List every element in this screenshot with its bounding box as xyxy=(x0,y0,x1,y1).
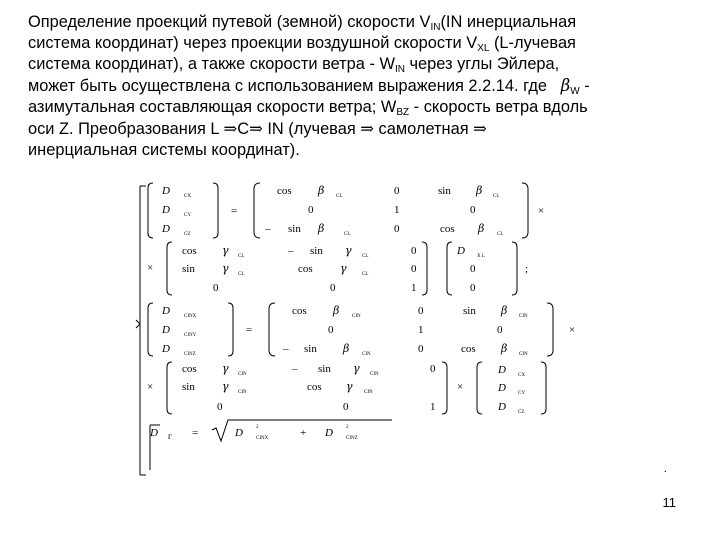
svg-text:CL: CL xyxy=(344,232,351,237)
svg-text:CIN: CIN xyxy=(238,372,247,377)
svg-text:1: 1 xyxy=(411,282,417,294)
svg-text:CIN: CIN xyxy=(519,314,528,319)
svg-text:sin: sin xyxy=(318,363,331,375)
rotation-matrix-beta-cin xyxy=(269,303,553,357)
rotation-matrix-gamma-cl xyxy=(167,242,427,295)
outer-brace-tip xyxy=(136,320,140,328)
lower-left-bracket xyxy=(150,425,160,470)
svg-text:–: – xyxy=(292,363,298,375)
svg-text:CY: CY xyxy=(184,213,191,218)
intro-line-1: Определение проекций путевой (земной) скорости $V_{IN}(IN$ инерциальная xyxy=(28,13,577,33)
svg-text:cos: cos xyxy=(277,185,292,197)
svg-text:CL: CL xyxy=(238,254,245,259)
svg-text:0: 0 xyxy=(411,263,417,275)
svg-text:sin: sin xyxy=(304,343,317,355)
svg-text:CINX: CINX xyxy=(256,436,269,441)
svg-text:2: 2 xyxy=(256,425,259,430)
times-sign: × xyxy=(457,381,464,393)
svg-text:CZ: CZ xyxy=(184,232,191,237)
svg-text:0: 0 xyxy=(418,343,424,355)
svg-text:β: β xyxy=(343,342,350,355)
semicolon: ; xyxy=(525,263,529,275)
svg-text:CL: CL xyxy=(238,272,245,277)
svg-text:γ: γ xyxy=(222,380,229,393)
svg-text:CINX: CINX xyxy=(184,314,197,319)
svg-text:β: β xyxy=(333,304,340,317)
svg-text:γ: γ xyxy=(222,244,229,257)
svg-text:X L: X L xyxy=(477,254,485,259)
svg-text:CL: CL xyxy=(362,254,369,259)
svg-text:β: β xyxy=(501,304,508,317)
svg-text:0: 0 xyxy=(394,223,400,235)
svg-text:0: 0 xyxy=(217,401,223,413)
svg-text:γ: γ xyxy=(346,380,353,393)
svg-text:CIN: CIN xyxy=(352,314,361,319)
times-sign: × xyxy=(147,262,154,274)
svg-text:0: 0 xyxy=(418,305,424,317)
svg-text:0: 0 xyxy=(470,204,476,216)
vector-dc-body xyxy=(477,362,546,415)
svg-text:β: β xyxy=(478,222,485,235)
svg-text:CIN: CIN xyxy=(238,390,247,395)
svg-text:β: β xyxy=(318,184,325,197)
svg-text:0: 0 xyxy=(328,324,334,336)
outer-border-line xyxy=(140,186,146,475)
intro-paragraph xyxy=(28,12,698,161)
svg-text:0: 0 xyxy=(330,282,336,294)
svg-text:D: D xyxy=(325,427,333,439)
svg-text:D: D xyxy=(235,427,243,439)
svg-text:γ: γ xyxy=(222,262,229,275)
svg-text:sin: sin xyxy=(288,223,301,235)
svg-text:–: – xyxy=(265,223,271,235)
svg-text:cos: cos xyxy=(298,263,313,275)
svg-text:D: D xyxy=(498,382,506,394)
svg-text:sin: sin xyxy=(463,305,476,317)
intro-line-3: система координат), а также скорости ветра - $W_{IN}$ через углы Эйлера, xyxy=(28,55,560,75)
svg-text:sin: sin xyxy=(182,263,195,275)
svg-text:cos: cos xyxy=(292,305,307,317)
svg-text:cos: cos xyxy=(182,363,197,375)
svg-text:cos: cos xyxy=(461,343,476,355)
vector-dc-l xyxy=(148,183,218,238)
rotation-matrix-gamma-cin xyxy=(167,362,447,414)
svg-text:γ: γ xyxy=(222,362,229,375)
svg-text:D: D xyxy=(162,324,170,336)
svg-text:D: D xyxy=(162,223,170,235)
svg-text:sin: sin xyxy=(438,185,451,197)
svg-text:γ: γ xyxy=(353,362,360,375)
svg-text:0: 0 xyxy=(213,282,219,294)
intro-line-4: может быть осуществлена с использованием выражения 2.2.14. где $\beta_W$ - xyxy=(28,76,590,97)
equals-sign: = xyxy=(246,324,253,336)
times-sign: × xyxy=(147,381,154,393)
svg-text:cos: cos xyxy=(440,223,455,235)
svg-text:1: 1 xyxy=(418,324,424,336)
svg-text:2: 2 xyxy=(346,425,349,430)
svg-text:D: D xyxy=(162,305,170,317)
svg-text:D: D xyxy=(162,343,170,355)
svg-text:1: 1 xyxy=(394,204,400,216)
svg-text:CINZ: CINZ xyxy=(346,436,358,441)
svg-text:cos: cos xyxy=(182,245,197,257)
times-sign: × xyxy=(538,205,545,217)
intro-line-2: система координат) через проекции воздушной скорости $V_{XL}$ (L-лучевая xyxy=(28,34,576,54)
vector-dc-in xyxy=(148,303,233,357)
svg-text:=: = xyxy=(192,427,199,439)
svg-text:CX: CX xyxy=(518,373,525,378)
svg-text:β: β xyxy=(318,222,325,235)
svg-text:β: β xyxy=(501,342,508,355)
svg-text:CL: CL xyxy=(493,194,500,199)
intro-line-7: инерциальная системы координат). xyxy=(28,141,300,159)
svg-text:CIN: CIN xyxy=(362,352,371,357)
svg-text:sin: sin xyxy=(310,245,323,257)
svg-text:+: + xyxy=(300,427,307,439)
svg-text:CINY: CINY xyxy=(184,333,197,338)
svg-text:γ: γ xyxy=(345,244,352,257)
svg-text:1: 1 xyxy=(430,401,436,413)
ground-speed-formula xyxy=(149,420,392,441)
svg-text:CIN: CIN xyxy=(519,352,528,357)
intro-line-6: оси Z. Преобразования L ⇒C⇒ IN (лучевая ⇒ самолетная ⇒ xyxy=(28,119,487,138)
svg-text:CX: CX xyxy=(184,194,191,199)
sqrt-sign xyxy=(212,420,392,441)
svg-text:D: D xyxy=(498,364,506,376)
svg-text:CINZ: CINZ xyxy=(184,352,196,357)
svg-text:CIN: CIN xyxy=(370,372,379,377)
svg-text:0: 0 xyxy=(308,204,314,216)
svg-text:D: D xyxy=(150,427,158,439)
svg-text:0: 0 xyxy=(394,185,400,197)
svg-text:0: 0 xyxy=(411,245,417,257)
rotation-matrix-beta-cl xyxy=(254,183,528,238)
svg-text:г: г xyxy=(168,431,172,441)
svg-text:CL: CL xyxy=(362,272,369,277)
times-sign: × xyxy=(569,324,576,336)
svg-text:–: – xyxy=(283,343,289,355)
svg-text:sin: sin xyxy=(182,381,195,393)
svg-text:β: β xyxy=(476,184,483,197)
svg-text:D: D xyxy=(162,204,170,216)
svg-text:γ: γ xyxy=(340,262,347,275)
trailing-period: . xyxy=(664,463,667,475)
svg-text:0: 0 xyxy=(343,401,349,413)
svg-text:D: D xyxy=(498,401,506,413)
svg-text:CL: CL xyxy=(336,194,343,199)
svg-text:0: 0 xyxy=(497,324,503,336)
svg-text:CL: CL xyxy=(497,232,504,237)
svg-text:CY: CY xyxy=(518,391,525,396)
svg-text:–: – xyxy=(288,245,294,257)
page-number: 11 xyxy=(662,495,676,510)
intro-line-5: азимутальная составляющая скорости ветра; $W_{BZ}$ - скорость ветра вдоль xyxy=(28,98,588,118)
svg-text:CIN: CIN xyxy=(364,390,373,395)
svg-text:D: D xyxy=(457,245,465,257)
svg-text:D: D xyxy=(162,185,170,197)
svg-text:0: 0 xyxy=(470,263,476,275)
vector-dx-l xyxy=(447,242,517,295)
svg-text:CZ: CZ xyxy=(518,410,525,415)
equals-sign: = xyxy=(231,205,238,217)
svg-text:0: 0 xyxy=(430,363,436,375)
svg-text:cos: cos xyxy=(307,381,322,393)
svg-text:0: 0 xyxy=(470,282,476,294)
